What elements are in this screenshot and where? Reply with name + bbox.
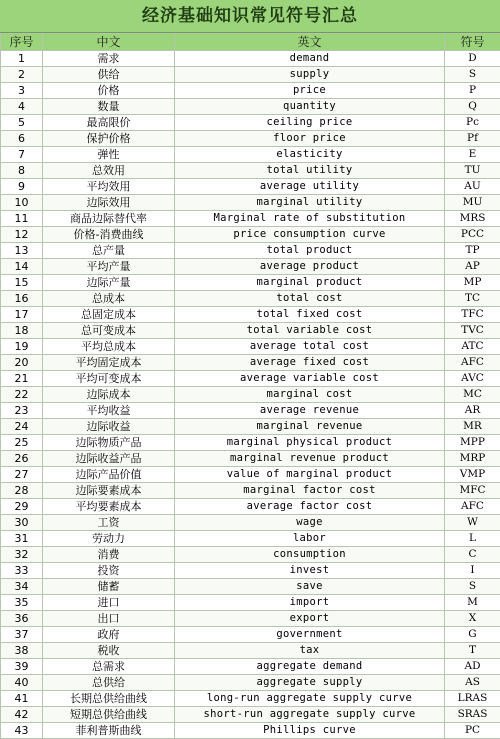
cell-symbol: MRS [445,211,500,227]
cell-symbol: MPP [445,435,500,451]
table-row [1,243,500,259]
cell-index: 14 [1,259,43,275]
cell-chinese: 价格-消费曲线 [43,227,175,243]
table-row [1,323,500,339]
cell-chinese: 边际产品价值 [43,467,175,483]
cell-symbol: L [445,531,500,547]
table-row [1,211,500,227]
sheet-title: 经济基础知识常见符号汇总 [0,0,500,33]
table-row [1,515,500,531]
cell-symbol: W [445,515,500,531]
table-body [1,51,500,739]
cell-english: Marginal rate of substitution [175,211,445,227]
cell-english: elasticity [175,147,445,163]
cell-english: government [175,627,445,643]
cell-english: ceiling price [175,115,445,131]
cell-chinese: 短期总供给曲线 [43,707,175,723]
cell-english: average total cost [175,339,445,355]
cell-chinese: 菲利普斯曲线 [43,723,175,739]
cell-chinese: 出口 [43,611,175,627]
cell-index: 6 [1,131,43,147]
cell-chinese: 供给 [43,67,175,83]
cell-symbol: T [445,643,500,659]
cell-index: 16 [1,291,43,307]
table-row [1,259,500,275]
cell-chinese: 保护价格 [43,131,175,147]
table-row [1,627,500,643]
cell-symbol: TU [445,163,500,179]
table-row [1,483,500,499]
cell-english: short-run aggregate supply curve [175,707,445,723]
table-row [1,419,500,435]
table-row [1,595,500,611]
cell-english: consumption [175,547,445,563]
cell-chinese: 平均固定成本 [43,355,175,371]
cell-symbol: S [445,579,500,595]
cell-english: long-run aggregate supply curve [175,691,445,707]
cell-index: 36 [1,611,43,627]
cell-english: save [175,579,445,595]
table-row [1,675,500,691]
table-row [1,723,500,739]
cell-symbol: AU [445,179,500,195]
cell-chinese: 总效用 [43,163,175,179]
cell-index: 41 [1,691,43,707]
cell-index: 30 [1,515,43,531]
cell-english: Phillips curve [175,723,445,739]
cell-symbol: AVC [445,371,500,387]
cell-symbol: MRP [445,451,500,467]
cell-index: 43 [1,723,43,739]
cell-index: 9 [1,179,43,195]
table-row [1,115,500,131]
table-row [1,339,500,355]
cell-english: total cost [175,291,445,307]
table-row [1,83,500,99]
cell-chinese: 总产量 [43,243,175,259]
cell-chinese: 总可变成本 [43,323,175,339]
cell-symbol: TC [445,291,500,307]
cell-chinese: 边际成本 [43,387,175,403]
cell-index: 11 [1,211,43,227]
cell-english: floor price [175,131,445,147]
cell-symbol: AD [445,659,500,675]
cell-symbol: MFC [445,483,500,499]
cell-index: 33 [1,563,43,579]
cell-english: average product [175,259,445,275]
cell-symbol: X [445,611,500,627]
cell-symbol: VMP [445,467,500,483]
table-row [1,547,500,563]
table-row [1,435,500,451]
cell-english: import [175,595,445,611]
cell-chinese: 平均要素成本 [43,499,175,515]
cell-index: 3 [1,83,43,99]
cell-chinese: 总成本 [43,291,175,307]
cell-symbol: D [445,51,500,67]
cell-symbol: AS [445,675,500,691]
cell-chinese: 投资 [43,563,175,579]
cell-index: 32 [1,547,43,563]
symbol-table [0,33,500,739]
cell-english: marginal revenue product [175,451,445,467]
cell-index: 18 [1,323,43,339]
cell-chinese: 税收 [43,643,175,659]
table-row [1,67,500,83]
cell-symbol: MC [445,387,500,403]
cell-index: 39 [1,659,43,675]
cell-symbol: C [445,547,500,563]
cell-chinese: 边际收益 [43,419,175,435]
cell-index: 26 [1,451,43,467]
cell-chinese: 总供给 [43,675,175,691]
table-row [1,531,500,547]
cell-index: 1 [1,51,43,67]
cell-index: 12 [1,227,43,243]
header-chinese: 中文 [43,34,175,51]
cell-index: 40 [1,675,43,691]
cell-english: supply [175,67,445,83]
cell-chinese: 需求 [43,51,175,67]
cell-symbol: I [445,563,500,579]
cell-chinese: 商品边际替代率 [43,211,175,227]
cell-symbol: PCC [445,227,500,243]
header-english: 英文 [175,34,445,51]
cell-index: 24 [1,419,43,435]
cell-index: 27 [1,467,43,483]
cell-chinese: 储蓄 [43,579,175,595]
cell-chinese: 总固定成本 [43,307,175,323]
cell-chinese: 数量 [43,99,175,115]
cell-chinese: 劳动力 [43,531,175,547]
table-row [1,355,500,371]
table-row [1,179,500,195]
cell-symbol: S [445,67,500,83]
cell-english: average factor cost [175,499,445,515]
cell-index: 35 [1,595,43,611]
cell-chinese: 边际要素成本 [43,483,175,499]
cell-index: 21 [1,371,43,387]
cell-english: marginal revenue [175,419,445,435]
cell-english: wage [175,515,445,531]
cell-index: 8 [1,163,43,179]
cell-symbol: PC [445,723,500,739]
cell-english: average utility [175,179,445,195]
cell-chinese: 消费 [43,547,175,563]
cell-english: tax [175,643,445,659]
cell-chinese: 进口 [43,595,175,611]
cell-index: 10 [1,195,43,211]
cell-english: total fixed cost [175,307,445,323]
cell-symbol: AR [445,403,500,419]
cell-symbol: Pc [445,115,500,131]
cell-symbol: AP [445,259,500,275]
cell-english: marginal utility [175,195,445,211]
cell-symbol: SRAS [445,707,500,723]
table-row [1,371,500,387]
cell-index: 29 [1,499,43,515]
cell-index: 42 [1,707,43,723]
cell-english: average variable cost [175,371,445,387]
cell-index: 37 [1,627,43,643]
cell-english: marginal cost [175,387,445,403]
cell-chinese: 弹性 [43,147,175,163]
cell-english: marginal physical product [175,435,445,451]
header-symbol: 符号 [445,34,500,51]
cell-symbol: TFC [445,307,500,323]
cell-index: 15 [1,275,43,291]
table-row [1,707,500,723]
cell-chinese: 边际产量 [43,275,175,291]
cell-symbol: AFC [445,355,500,371]
cell-symbol: G [445,627,500,643]
cell-symbol: MP [445,275,500,291]
table-row [1,163,500,179]
cell-english: marginal factor cost [175,483,445,499]
cell-english: labor [175,531,445,547]
table-row [1,227,500,243]
cell-index: 28 [1,483,43,499]
cell-english: invest [175,563,445,579]
cell-index: 31 [1,531,43,547]
cell-english: demand [175,51,445,67]
cell-symbol: Q [445,99,500,115]
table-row [1,611,500,627]
table-row [1,195,500,211]
table-row [1,643,500,659]
cell-chinese: 最高限价 [43,115,175,131]
cell-english: average fixed cost [175,355,445,371]
cell-index: 4 [1,99,43,115]
header-index: 序号 [1,34,43,51]
cell-english: average revenue [175,403,445,419]
table-row [1,307,500,323]
table-row [1,579,500,595]
cell-index: 25 [1,435,43,451]
cell-index: 19 [1,339,43,355]
cell-english: total utility [175,163,445,179]
table-row [1,147,500,163]
cell-index: 23 [1,403,43,419]
cell-index: 20 [1,355,43,371]
table-row [1,691,500,707]
cell-chinese: 边际物质产品 [43,435,175,451]
cell-symbol: AFC [445,499,500,515]
cell-chinese: 平均总成本 [43,339,175,355]
cell-chinese: 平均产量 [43,259,175,275]
cell-index: 34 [1,579,43,595]
cell-symbol: MU [445,195,500,211]
cell-chinese: 平均效用 [43,179,175,195]
cell-chinese: 工资 [43,515,175,531]
table-row [1,131,500,147]
table-row [1,403,500,419]
cell-chinese: 价格 [43,83,175,99]
cell-english: total variable cost [175,323,445,339]
table-row [1,499,500,515]
table-row [1,291,500,307]
cell-index: 2 [1,67,43,83]
cell-index: 13 [1,243,43,259]
cell-chinese: 长期总供给曲线 [43,691,175,707]
cell-chinese: 平均可变成本 [43,371,175,387]
cell-chinese: 总需求 [43,659,175,675]
cell-english: price [175,83,445,99]
cell-english: aggregate demand [175,659,445,675]
cell-english: export [175,611,445,627]
table-row [1,563,500,579]
cell-symbol: LRAS [445,691,500,707]
table-row [1,467,500,483]
cell-symbol: P [445,83,500,99]
cell-chinese: 平均收益 [43,403,175,419]
cell-index: 38 [1,643,43,659]
cell-symbol: ATC [445,339,500,355]
cell-symbol: Pf [445,131,500,147]
cell-english: aggregate supply [175,675,445,691]
cell-english: quantity [175,99,445,115]
cell-index: 5 [1,115,43,131]
cell-symbol: TP [445,243,500,259]
cell-english: value of marginal product [175,467,445,483]
cell-chinese: 边际效用 [43,195,175,211]
cell-symbol: MR [445,419,500,435]
cell-index: 7 [1,147,43,163]
cell-chinese: 边际收益产品 [43,451,175,467]
cell-symbol: E [445,147,500,163]
header-row [1,34,500,51]
cell-chinese: 政府 [43,627,175,643]
cell-english: total product [175,243,445,259]
table-row [1,387,500,403]
table-row [1,451,500,467]
cell-symbol: TVC [445,323,500,339]
cell-english: price consumption curve [175,227,445,243]
cell-english: marginal product [175,275,445,291]
table-row [1,659,500,675]
cell-index: 17 [1,307,43,323]
cell-index: 22 [1,387,43,403]
table-row [1,99,500,115]
table-row [1,275,500,291]
table-row [1,51,500,67]
cell-symbol: M [445,595,500,611]
